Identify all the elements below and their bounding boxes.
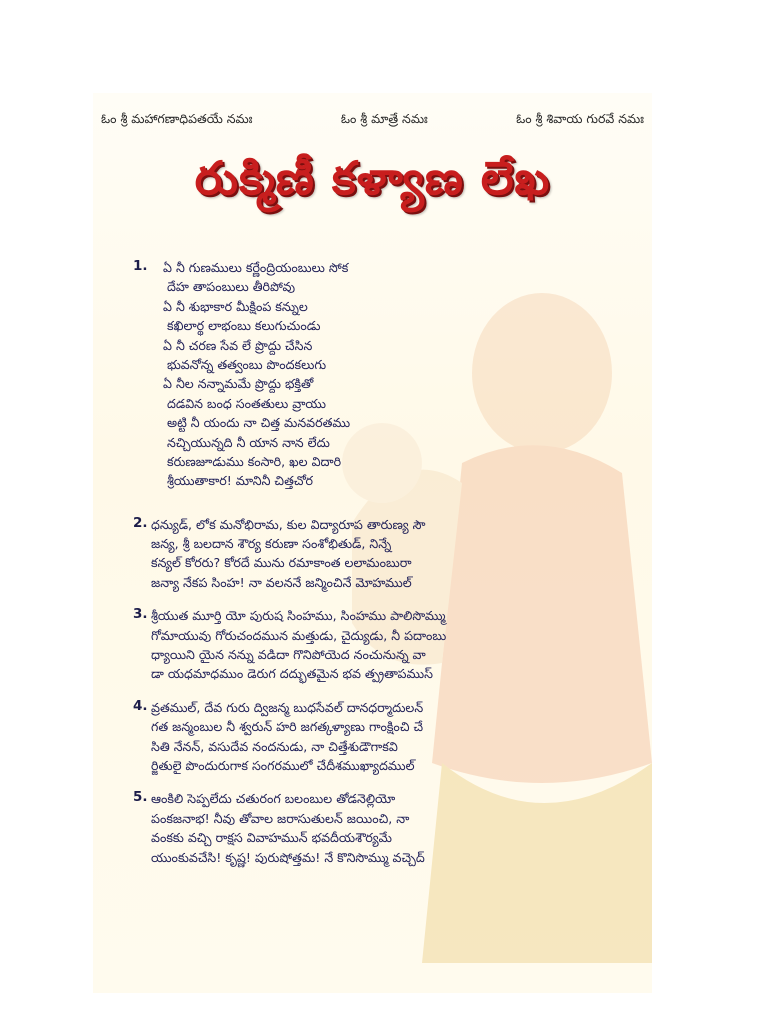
verse-line: నచ్చియున్నది నీ యాన నాన లేదు xyxy=(167,434,330,450)
verse-lines xyxy=(151,789,630,867)
verse-number: 2. xyxy=(133,514,148,531)
verse-line: డా యధమాధముం డెరుగ దద్భుతమైన భవ త్ప్రతాపముస్ xyxy=(151,666,433,682)
verse-line: గత జన్మంబుల నీ శ్వరున్ హరి జగత్కళ్యాణు గాంక్షించి చే xyxy=(151,719,424,735)
verse-line: గోమాయువు గోరుచందమున మత్తుడు, చైద్యుడు, నీ పదాంబు xyxy=(151,627,447,643)
verse-lines xyxy=(151,515,630,593)
verse-line: వ్రతముల్, దేవ గురు ద్విజన్మ బుధసేవల్ దానధర్మాదులన్ xyxy=(151,699,424,715)
verse-line: జన్యా నేకప సింహ! నా వలననే జన్మించినే మోహముల్ xyxy=(151,574,412,590)
verse-line: ఏ నీల నన్నామమే ప్రొద్దు భక్తితో xyxy=(163,376,314,392)
verse-line: వంకకు వచ్చి రాక్షస వివాహమున్ భవదీయశౌర్యమే xyxy=(151,830,392,846)
verse-line: ఆంకిలి సెప్పలేదు చతురంగ బలంబుల తోడనెల్లియో xyxy=(151,791,396,807)
verse-lines xyxy=(151,258,630,491)
verse-line: కన్యల్ కోరరు? కోరదే మును రమాకాంత లలామంబురా xyxy=(151,555,412,571)
verse-line: ఏ నీ గుణములు కర్ణేంద్రియంబులు సోక xyxy=(163,260,349,275)
verse-line: అట్టి నీ యందు నా చిత్త మనవరతము xyxy=(167,415,351,431)
verse-line: దడవిన బంధ సంతతులు వ్రాయు xyxy=(167,395,326,411)
verse-2 xyxy=(133,515,630,593)
verse-line: ఏ నీ చరణ సేవ లే ప్రొద్దు చేసిన xyxy=(163,337,313,353)
verse-1 xyxy=(133,258,630,491)
verse-4 xyxy=(133,698,630,776)
verse-line: యుంకువచేసి! కృష్ణ! పురుషోత్తమ! నే కొనిసొమ్ము వచ్చెద్ xyxy=(151,849,425,865)
invocation-ganapati: ఓం శ్రీ మహాగణాధిపతయే నమః xyxy=(101,111,253,126)
verse-line: శ్రీయుతాకార! మానినీ చిత్తచోర xyxy=(167,473,313,489)
verse-number: 4. xyxy=(133,697,148,714)
verse-line: ఏ నీ శుభాకార మీక్షింప కన్నుల xyxy=(163,298,308,314)
verse-number: 3. xyxy=(133,606,148,623)
verse-line: ర్జితులై పొందురుగాక సంగరములో చేదీశముఖ్యాదముల్ xyxy=(151,757,415,773)
verse-lines xyxy=(151,698,630,776)
verse-line: కరుణజూడుము కంసారి, ఖల విదారి xyxy=(167,453,342,469)
invocation-guru: ఓం శ్రీ శివాయ గురవే నమః xyxy=(516,111,644,126)
verse-lines xyxy=(151,606,630,684)
scanned-page xyxy=(93,93,652,993)
verse-line: శ్రీయుత మూర్తి యో పురుష సింహము, సింహము పాలిసొమ్ము xyxy=(151,608,446,624)
verse-line: పంకజనాభ! నీవు తోవాల జరాసుతులన్ జయించి, నా xyxy=(151,810,410,826)
invocation-line xyxy=(101,111,644,130)
verse-line: ధన్యుడ్, లోక మనోభిరామ, కుల విద్యారూప తారుణ్య సౌ xyxy=(151,516,426,532)
verse-line: దేహ తాపంబులు తీరిపోవు xyxy=(167,279,296,295)
verses-list xyxy=(133,258,630,881)
verse-3 xyxy=(133,606,630,684)
verse-number: 1. xyxy=(133,258,148,274)
verse-5 xyxy=(133,789,630,867)
verse-number: 5. xyxy=(133,789,148,806)
page-title: రుక్మిణీ కళ్యాణ లేఖ xyxy=(194,151,551,205)
verse-line: కఖిలార్థ లాభంబు కలుగుచుండు xyxy=(167,318,321,334)
verse-line: సితి నేనన్, వసుదేవ నందనుడు, నా చిత్తేశుడౌగాకవి xyxy=(151,738,398,754)
verse-line: భువనోన్న తత్వంబు పొందకలుగు xyxy=(167,356,327,372)
invocation-mata: ఓం శ్రీ మాత్రే నమః xyxy=(340,111,428,126)
verse-line: ధ్యాయిని యైన నన్ను వడిదా గొనిపోయెద నంచునున్న వా xyxy=(151,647,426,663)
verse-line: జన్య, శ్రీ బలదాన శౌర్య కరుణా సంశోభితుడ్, నిన్నే xyxy=(151,536,392,552)
